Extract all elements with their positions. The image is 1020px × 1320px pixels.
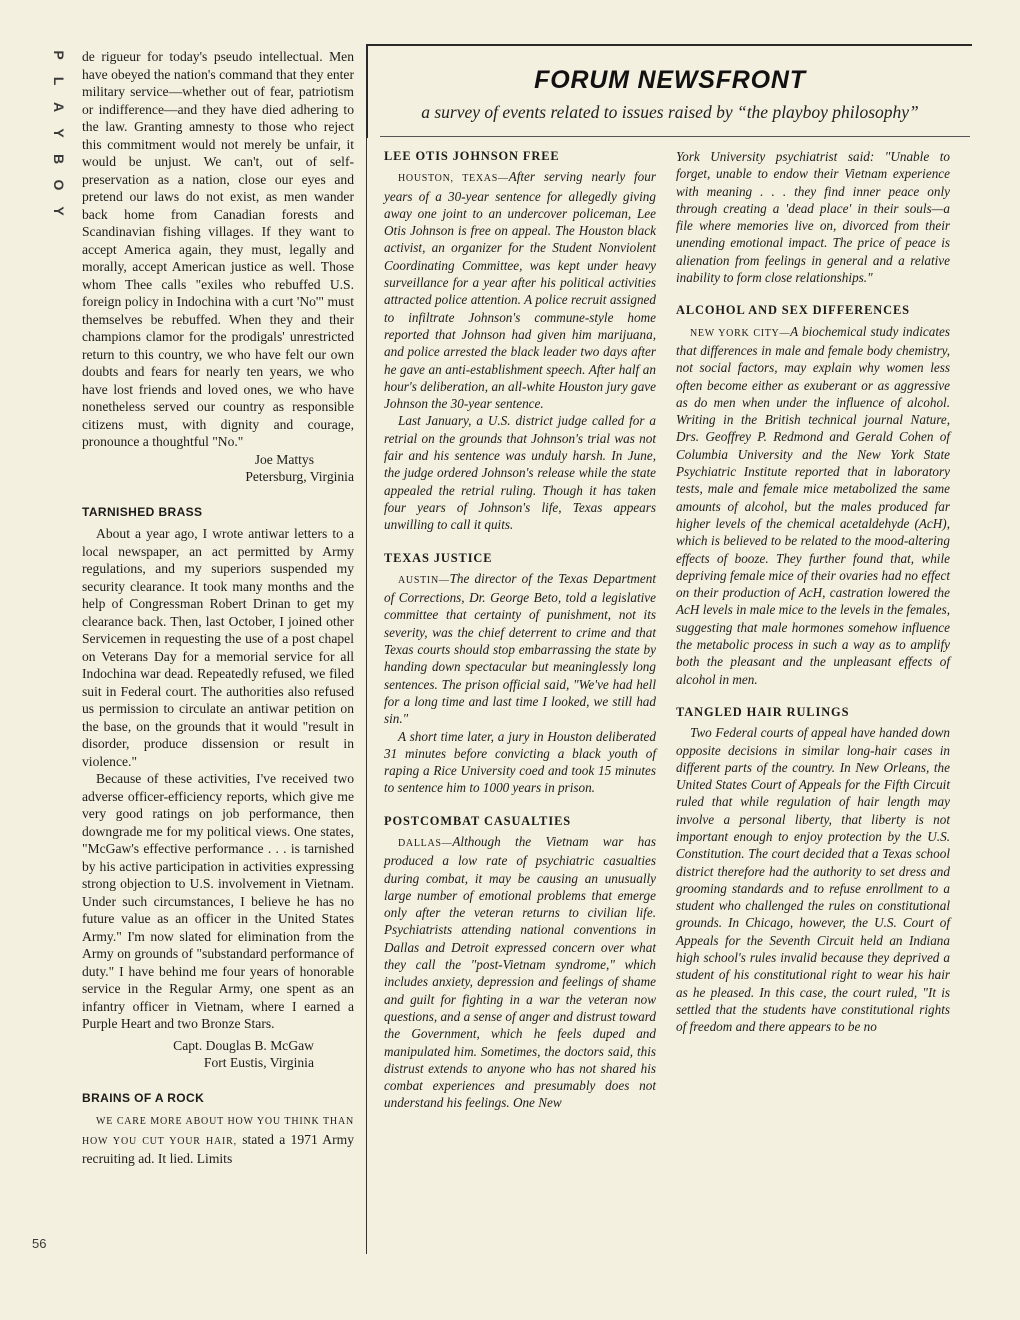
signature-name: Capt. Douglas B. McGaw xyxy=(173,1037,314,1053)
news-paragraph xyxy=(384,168,656,412)
news-paragraph: A short time later, a jury in Houston deliberated 31 minutes before convicting a black youth of raping a Rice University coed and took 15 minutes to sentence him to 1000 years in prison. xyxy=(384,728,656,796)
news-paragraph xyxy=(384,833,656,1112)
forum-header-rule xyxy=(380,136,970,137)
dateline: NEW YORK CITY— xyxy=(690,327,791,339)
news-text: A biochemical study indicates that differences in male and female body chemistry, not social factors, may explain why women less often become either as exuberant or as aggressive as do men when under the influence of alcohol. Writing in the British technical journal Nature, Drs. Geoffrey P. Redmond and Gerald Cohen of Columbia University and the New York State Psychiatric Institute reported that in laboratory tests, male and female mice metabolized the same amounts of alcohol, but the males produced far higher levels of the chemical acetaldehyde (AcH), which is believed to be related to the mood-altering effects of booze. They further found that, while depriving female mice of their ovaries had no effect on their production of AcH, castration lowered the AcH levels in male mice to the levels in the females, suggesting that male hormones somehow influence the metabolic process in such a way as to amplify both the pleasant and the unpleasant effects of alcohol in men. xyxy=(676,323,950,687)
news-heading: LEE OTIS JOHNSON FREE xyxy=(384,149,560,163)
news-text: Although the Vietnam war has produced a low rate of psychiatric casualties during combat, it may be causing an unusually large number of emotional problems that emerge only after the veteran returns to civilian life. Psychiatrists attending national conventions in Dallas and Detroit expressed concern over what they call the "post-Vietnam syndrome," which includes anxiety, depression and feelings of shame and guilt for fighting in a war the veteran now questions, and a sense of anger and distrust toward the Government, which he feels duped and manipulated him. Sometimes, the doctors said, this distrust extends to anyone who has not shared his combat experiences and presumably does not understand his feelings. One New xyxy=(384,833,656,1111)
news-heading: TEXAS JUSTICE xyxy=(384,550,493,565)
signature-place: Fort Eustis, Virginia xyxy=(203,1055,314,1070)
news-heading: ALCOHOL AND SEX DIFFERENCES xyxy=(676,303,910,318)
news-paragraph xyxy=(384,570,656,728)
signature-name: Joe Mattys xyxy=(254,451,314,467)
news-column-2 xyxy=(676,148,950,1036)
section-heading: BRAINS OF A ROCK xyxy=(82,1090,205,1105)
news-paragraph: Last January, a U.S. district judge called for a retrial on the grounds that Johnson's trial was not fair and his sentence was unduly harsh. In June, the judge ordered Johnson's release while the state appealed the retrial ruling. Though it has taken four years of Johnson's life, Texas appears unwilling to call it quits. xyxy=(384,413,656,533)
news-heading: POSTCOMBAT CASUALTIES xyxy=(384,813,572,828)
section-heading: TARNISHED BRASS xyxy=(82,504,203,519)
letter-text: stated a 1971 Army recruiting ad. It lied. Limits xyxy=(82,1131,354,1166)
column-rule xyxy=(366,136,367,1254)
news-text: After serving nearly four years of a 30-year sentence for allegedly giving away one joint to an undercover policeman, Lee Otis Johnson is free on appeal. The Houston black activist, an organizer for the Student Nonviolent Coordinating Committee, was kept under heavy surveillance for a year after his political activities attracted police attention. A police recruit assigned to infiltrate Johnson's commune-style home reported that Johnson had given him marijuana, and police arrested the black leader two days after he gave an anti-establishment speech. After half an hour's deliberation, an all-white Houston jury gave Johnson the 30-year sentence. xyxy=(384,169,656,412)
news-heading: TANGLED HAIR RULINGS xyxy=(676,704,850,719)
news-text: The director of the Texas Department of Corrections, Dr. George Beto, told a legislative committee that certainty of punishment, not its severity, was the chief deterrent to crime and that Texas courts should stop embarrassing the state by handing down spectacular but meaninglessly long sentences. The prison official said, "We've had hell for a long time and last time I looked, we still had sin." xyxy=(384,570,656,727)
page-number: 56 xyxy=(32,1236,47,1251)
letter-paragraph: About a year ago, I wrote antiwar letters to a local newspaper, an act permitted by Army regulations, and my superiors suspended my security clearance. It took many months and the help of Congressman Robert Drinan to get my clearance back. Then, last October, I joined other Servicemen in requesting the use of a post chapel on Veterans Day for a memorial service for all Indochina war dead. Repeatedly refused, we filed suit in Federal court. The authorities also refused us permission to circulate an antiwar petition on the base, on the grounds that it would "result in disorder, produce dissension or result in violence." xyxy=(82,526,354,769)
forum-subtitle: a survey of events related to issues raised by “the playboy philosophy” xyxy=(421,102,919,122)
news-paragraph: York University psychiatrist said: "Unable to forget, unable to endow their Vietnam experience with meaning . . . they find inner peace only through creating a 'dead place' in their souls—a file where memories live on, divorced from their unending emotional impact. The price of peace is alienation from feelings in general and a relative inability to form close relationships." xyxy=(676,149,950,286)
letter-paragraph: Because of these activities, I've received two adverse officer-efficiency reports, which give me very good ratings on job performance, then downgrade me for my political views. One states, "McGaw's effective performance . . . is tarnished by his active participation in activities expressing strong objection to U.S. involvement in Vietnam. Under such circumstances, I believe he has no future value as an officer in the United States Army." I'm now slated for elimination from the Army on grounds of "substandard performance of duty." I have behind me four years of honorable service in the Regular Army, one spent as an infantry officer in Vietnam, where I earned a Purple Heart and two Bronze Stars. xyxy=(82,771,354,1031)
letter-paragraph xyxy=(82,1111,354,1168)
signature-place: Petersburg, Virginia xyxy=(245,469,354,484)
letter-paragraph: de rigueur for today's pseudo intellectual. Men have obeyed the nation's command that they enter military service—whether out of fear, patriotism or indifference—and they have died adhering to the law. Granting amnesty to those who reject this commitment would not merely be unfair, it would be unjust. We can't, out of self-preservation as a nation, close our eyes and pretend our laws do not exist, as men wander back home from Canadian forests and Scandinavian fishing villages. If they want to accept America again, they must, legally and morally, accept American justice as well. Those whom Thee calls "exiles who rebuffed U.S. foreign policy in Indochina with a curt 'No'" must themselves be rebuffed. When they and their champions clamor for the prodigals' unrestricted return to this country, we who have felt our own doubts and fears for nearly ten years, we who have lost friends and loved ones, we who have nonetheless served our country as responsible citizens must, with dignity and courage, pronounce a thoughtful "No." xyxy=(82,49,354,449)
news-column-1 xyxy=(384,148,656,1112)
dateline: DALLAS— xyxy=(398,837,453,849)
dateline: HOUSTON, TEXAS— xyxy=(398,173,509,185)
playboy-vertical-logo: P L A Y B O Y xyxy=(51,50,67,216)
forum-header-box xyxy=(366,44,972,138)
news-paragraph xyxy=(676,323,950,688)
lead-in-caps: WE CARE MORE ABOUT HOW YOU THINK THAN HOW YOU CUT YOUR HAIR, xyxy=(82,1116,354,1147)
dateline: AUSTIN— xyxy=(398,574,450,586)
letters-column xyxy=(82,48,354,1168)
forum-title: FORUM NEWSFRONT xyxy=(534,66,806,94)
news-paragraph: Two Federal courts of appeal have handed down opposite decisions in similar long-hair cases in different parts of the country. In New Orleans, the United States Court of Appeals for the Fifth Circuit ruled that while regulation of hair length may involve a personal liberty, that liberty is not important enough to enjoy protection by the U.S. Constitution. The court decided that a Texas school district therefore had the authority to set dress and grooming standards and to refuse enrollment to a student who challenged the rules on constitutional grounds. In Chicago, however, the U.S. Court of Appeals for the Seventh Circuit held an Indiana high school's rules invalid because they deprived a student of his constitutional right to wear his hair as he pleased. In this case, the court ruled, "It is settled that the students have constitutional rights of freedom and there appears to be no xyxy=(676,725,950,1035)
